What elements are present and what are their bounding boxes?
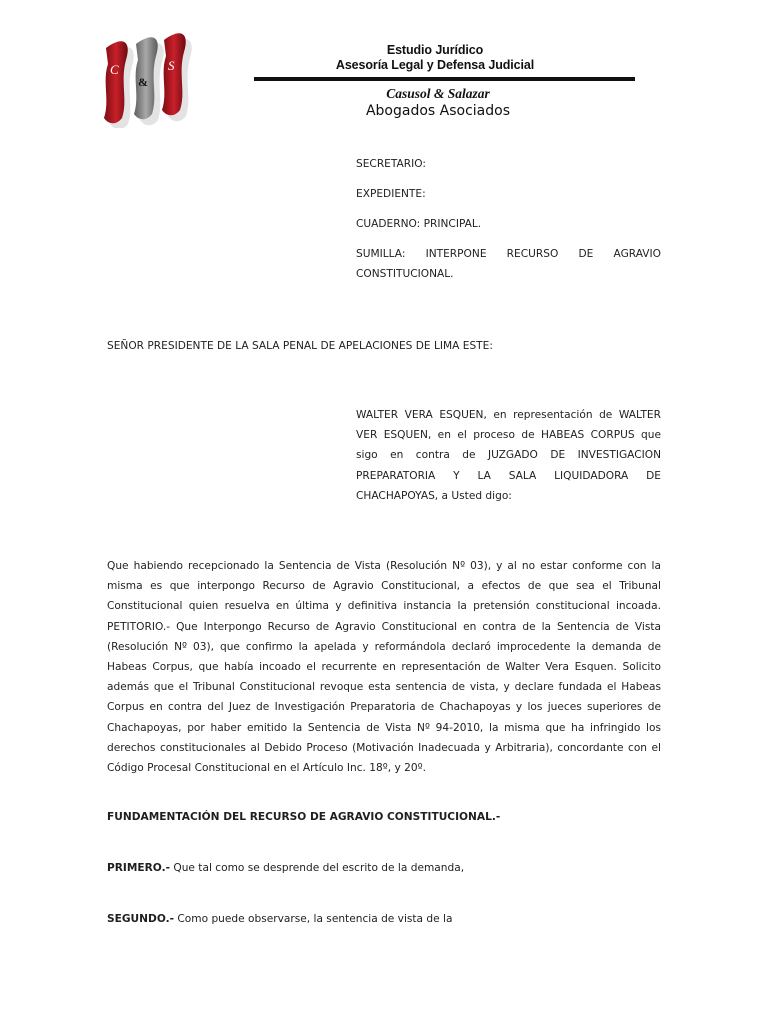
meta-sumilla: SUMILLA: INTERPONE RECURSO DE AGRAVIO CONSTITUCIONAL. (356, 248, 661, 281)
point-segundo-label: SEGUNDO.- (107, 913, 175, 925)
logo-letter-s: S (168, 58, 175, 73)
point-segundo (107, 909, 667, 929)
firm-services: Asesoría Legal y Defensa Judicial (335, 58, 535, 72)
cs-flags-logo-icon (88, 30, 198, 128)
firm-type: Estudio Jurídico (386, 43, 484, 57)
meta-secretario: SECRETARIO: (356, 158, 426, 170)
main-paragraph: Que habiendo recepcionado la Sentencia de Vista (Resolución Nº 03), y al no estar conforme con la misma es que interpongo Recurso de Agravio Constitucional, a efectos de que sea el Tribunal Constitucional quien resuelva en última y definitiva instancia la pretensión constitucional incoada. PETITORIO.- Que Interpongo Recurso de Agravio Constitucional en contra de la Sentencia de Vista (Resolución Nº 03), que confirmo la apelada y reformándola declaró improcedente la demanda de Habeas Corpus, que había incoado el recurrente en representación de Walter Vera Esquen. Solicito además que el Tribunal Constitucional revoque esta sentencia de vista, y declare fundada el Habeas Corpus en contra del Juez de Investigación Preparatoria de Chachapoyas y los jueces superiores de Chachapoyas, por haber emitido la Sentencia de Vista Nº 94-2010, la misma que ha infringido los derechos constitucionales al Debido Proceso (Motivación Inadecuada y Arbitraria), concordante con el Código Procesal Constitucional en el Artículo Inc. 18º, y 20º. (107, 560, 661, 775)
logo-letter-c: C (110, 62, 119, 77)
point-primero-label: PRIMERO.- (107, 862, 170, 874)
header-divider (254, 77, 635, 81)
addressee: SEÑOR PRESIDENTE DE LA SALA PENAL DE APELACIONES DE LIMA ESTE: (107, 340, 493, 352)
section-heading: FUNDAMENTACIÓN DEL RECURSO DE AGRAVIO CONSTITUCIONAL.- (107, 811, 501, 823)
logo-letter-ampersand: & (138, 75, 148, 89)
firm-tagline: Abogados Asociados (365, 103, 511, 119)
firm-partners: Casusol & Salazar (386, 86, 490, 101)
meta-cuaderno: CUADERNO: PRINCIPAL. (356, 218, 482, 230)
point-primero (107, 858, 667, 878)
point-segundo-text: Como puede observarse, la sentencia de vista de la (174, 913, 453, 925)
point-primero-text: Que tal como se desprende del escrito de la demanda, (170, 862, 465, 874)
meta-expediente: EXPEDIENTE: (356, 188, 426, 200)
intro-paragraph: WALTER VERA ESQUEN, en representación de WALTER VER ESQUEN, en el proceso de HABEAS CORPUS que sigo en contra de JUZGADO DE INVESTIGACION PREPARATORIA Y LA SALA LIQUIDADORA DE CHACHAPOYAS, a Usted digo: (356, 409, 661, 502)
